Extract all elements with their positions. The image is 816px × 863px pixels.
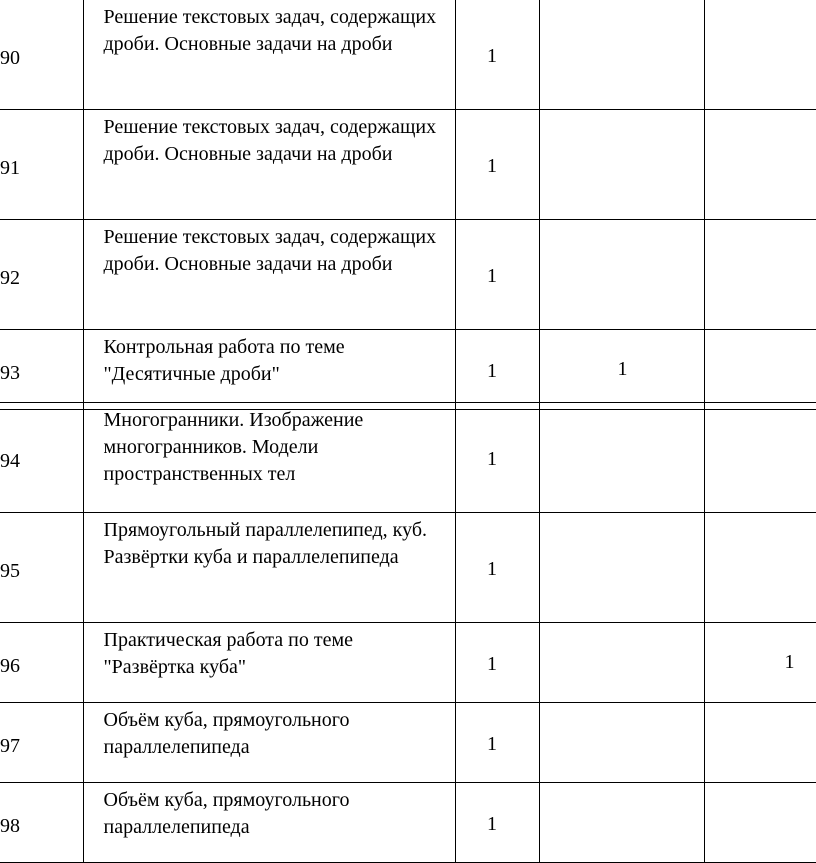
lesson-hours-cell [455,330,539,410]
lesson-topic: Контрольная работа по теме "Десятичные дроби" [83,330,455,410]
practical-work-count [704,330,816,410]
lesson-hours-cell [455,110,539,220]
lesson-number-cell [0,403,83,513]
lesson-hours: 1 [487,813,497,835]
control-work-count [539,623,704,703]
lesson-number: 90 [0,47,20,69]
lesson-topic: Многогранники. Изображение многогранников. Модели пространственных тел [83,403,455,513]
practical-work-count [704,403,816,513]
table-row [0,110,816,220]
practical-work-count [704,110,816,220]
lesson-topic: Решение текстовых задач, содержащих дроби. Основные задачи на дроби [83,0,455,110]
practical-work-count [704,0,816,110]
lesson-number: 93 [0,362,20,384]
control-work-count [539,0,704,110]
lesson-number: 96 [0,655,20,677]
lesson-table-part-1 [0,0,816,410]
lesson-hours-cell [455,513,539,623]
lesson-topic: Объём куба, прямоугольного параллелепипеда [83,783,455,863]
lesson-hours-cell [455,783,539,863]
lesson-number-cell [0,110,83,220]
lesson-number-cell [0,0,83,110]
table-row [0,403,816,513]
lesson-hours: 1 [487,360,497,382]
lesson-number-cell [0,220,83,330]
lesson-number-cell [0,783,83,863]
table-row [0,783,816,863]
lesson-hours: 1 [487,653,497,675]
lesson-hours: 1 [487,733,497,755]
lesson-number-cell [0,330,83,410]
lesson-hours: 1 [487,265,497,287]
control-work-count [539,403,704,513]
lesson-number: 91 [0,157,20,179]
practical-work-count [704,513,816,623]
lesson-number-cell [0,703,83,783]
lesson-topic: Практическая работа по теме "Развёртка куба" [83,623,455,703]
lesson-number: 97 [0,735,20,757]
lesson-topic: Решение текстовых задач, содержащих дроби. Основные задачи на дроби [83,110,455,220]
lesson-number-cell [0,623,83,703]
lesson-number-cell [0,513,83,623]
lesson-hours-cell [455,703,539,783]
control-work-count [539,110,704,220]
lesson-number: 92 [0,267,20,289]
table-row [0,330,816,410]
table-row [0,220,816,330]
table-row [0,623,816,703]
lesson-topic: Объём куба, прямоугольного параллелепипеда [83,703,455,783]
lesson-table-part-2 [0,402,816,863]
control-work-count [539,783,704,863]
lesson-number: 94 [0,450,20,472]
lesson-hours-cell [455,0,539,110]
lesson-topic: Решение текстовых задач, содержащих дроби. Основные задачи на дроби [83,220,455,330]
lesson-hours: 1 [487,558,497,580]
lesson-hours: 1 [487,45,497,67]
lesson-number: 95 [0,560,20,582]
lesson-hours-cell [455,220,539,330]
control-work-count: 1 [539,330,704,410]
control-work-count [539,703,704,783]
lesson-hours: 1 [487,448,497,470]
lesson-hours-cell [455,403,539,513]
lesson-hours-cell [455,623,539,703]
lesson-hours: 1 [487,155,497,177]
practical-work-count [704,703,816,783]
practical-work-count: 1 [704,623,816,703]
practical-work-count [704,220,816,330]
table-row [0,513,816,623]
lesson-number: 98 [0,815,20,837]
practical-work-count [704,783,816,863]
lesson-topic: Прямоугольный параллелепипед, куб. Развёртки куба и параллелепипеда [83,513,455,623]
control-work-count [539,220,704,330]
control-work-count [539,513,704,623]
table-row [0,0,816,110]
table-row [0,703,816,783]
